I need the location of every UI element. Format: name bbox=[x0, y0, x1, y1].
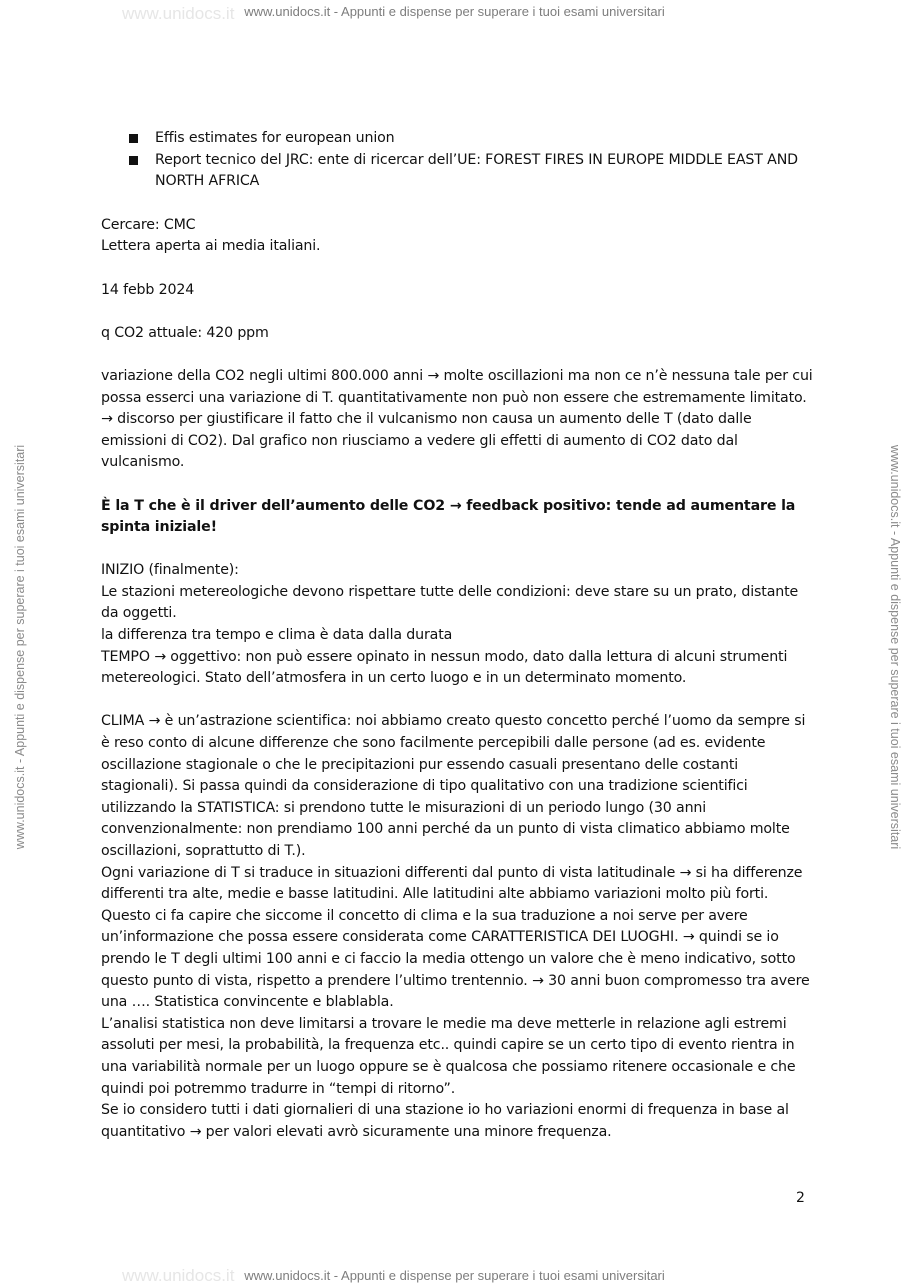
list-item-text: Effis estimates for european union bbox=[155, 130, 395, 146]
document-body bbox=[101, 128, 813, 1143]
driver-paragraph: È la T che è il driver dell’aumento delle CO2 → feedback positivo: tende ad aumentare la spinta iniziale! bbox=[101, 497, 796, 536]
watermark-side-left: www.unidocs.it - Appunti e dispense per superare i tuoi esami universitari bbox=[13, 444, 27, 850]
square-bullet-icon bbox=[129, 156, 138, 165]
stations-paragraph: Le stazioni metereologiche devono rispettare tutte delle condizioni: deve stare su un prato, distante da oggetti. bbox=[101, 583, 799, 622]
square-bullet-icon bbox=[129, 134, 138, 143]
list-item-text: Report tecnico del JRC: ente di ricercar dell’UE: FOREST FIRES IN EUROPE MIDDLE EAST AND NORTH AFRICA bbox=[155, 151, 798, 190]
watermark-side-right: www.unidocs.it - Appunti e dispense per superare i tuoi esami universitari bbox=[888, 444, 902, 850]
start-heading: INIZIO (finalmente): bbox=[101, 562, 239, 579]
latitude-paragraph: Ogni variazione di T si traduce in situazioni differenti dal punto di vista latitudinale → si ha differenze differenti tra alte, medie e basse latitudini. Alle latitudini alte abbiamo variazioni molto più forti. Questo ci fa capire che siccome il concetto di clima e la sua traduzione a noi serve per avere un’informazione che possa essere considerata come CARATTERISTICA DEI LUOGHI. → quindi se io prendo le T degli ultimi 100 anni e ci faccio la media ottengo un valore che è meno indicativo, sotto questo punto di vista, rispetto a prendere l’ultimo trentennio. → 30 anni buon compromesso tra avere una …. Statistica convincente e blablabla. bbox=[101, 864, 810, 1011]
watermark-ghost: www.unidocs.it bbox=[122, 4, 235, 23]
bullet-list bbox=[101, 128, 813, 193]
co2-line: q CO2 attuale: 420 ppm bbox=[101, 324, 269, 341]
open-letter-note: Lettera aperta ai media italiani. bbox=[101, 238, 321, 255]
watermark-ghost: www.unidocs.it bbox=[122, 1266, 235, 1285]
list-item bbox=[101, 128, 813, 150]
list-item bbox=[101, 150, 813, 193]
daily-data-paragraph: Se io considero tutti i dati giornalieri di una stazione io ho variazioni enormi di frequenza in base al quantitativo → per valori elevati avrò sicuramente una minore frequenza. bbox=[101, 1102, 789, 1140]
climate-paragraph: CLIMA → è un’astrazione scientifica: noi abbiamo creato questo concetto perché l’uomo da sempre si è reso conto di alcune differenze che sono facilmente percepibili dalle persone (ad es. evidente oscillazione stagionale o che le precipitazioni pur essendo casuali presentano delle costanti stagionali). Si passa quindi da considerazione di tipo qualitativo con una tradizione scientifici utilizzando la STATISTICA: si prendono tutte le misurazioni di un periodo lungo (30 anni convenzionalmente: non prendiamo 100 anni perché da un punto di vista climatico abbiamo molte oscillazioni, soprattutto di T.). bbox=[101, 713, 806, 859]
co2-variation-paragraph: variazione della CO2 negli ultimi 800.000 anni → molte oscillazioni ma non ce n’è nessuna tale per cui possa esserci una variazione di T. quantitativamente non può non essere che estremamente limitato. → discorso per giustificare il fatto che il vulcanismo non causa un aumento delle T (dato dalle emissioni di CO2). Dal grafico non riusciamo a vedere gli effetti di aumento di CO2 dato dal vulcanismo. bbox=[101, 367, 813, 471]
watermark-top: www.unidocs.it - Appunti e dispense per superare i tuoi esami universitari bbox=[244, 4, 665, 19]
statistics-paragraph: L’analisi statistica non deve limitarsi a trovare le medie ma deve metterle in relazione agli estremi assoluti per mesi, la probabilità, la frequenza etc.. quindi capire se un certo tipo di evento rientra in una variabilità normale per un luogo oppure se è qualcosa che possiamo ritenere occasionale e che quindi poi potremmo tradurre in “tempi di ritorno”. bbox=[101, 1015, 796, 1097]
search-note: Cercare: CMC bbox=[101, 216, 196, 233]
weather-paragraph: TEMPO → oggettivo: non può essere opinato in nessun modo, dato dalla lettura di alcuni strumenti metereologici. Stato dell’atmosfera in un certo luogo e in un determinato momento. bbox=[101, 648, 788, 687]
date-line: 14 febb 2024 bbox=[101, 281, 195, 298]
difference-line: la differenza tra tempo e clima è data dalla durata bbox=[101, 627, 453, 644]
page-number: 2 bbox=[796, 1190, 805, 1206]
watermark-bottom: www.unidocs.it - Appunti e dispense per superare i tuoi esami universitari bbox=[244, 1268, 665, 1283]
